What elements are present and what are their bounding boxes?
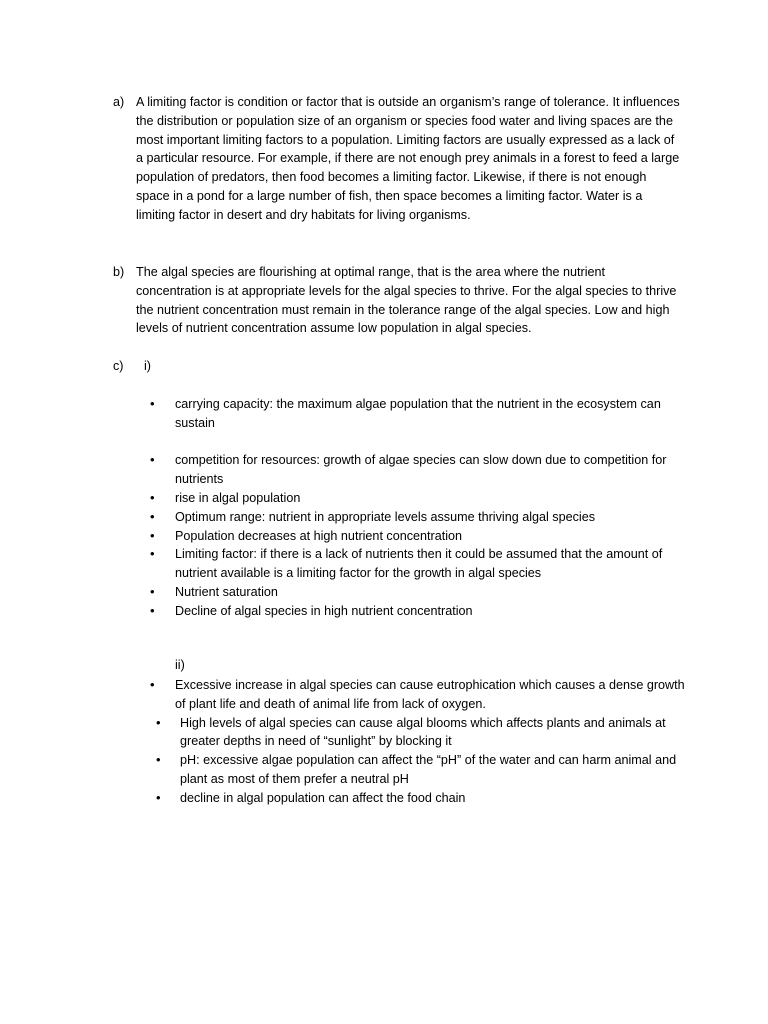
list-item bbox=[150, 527, 685, 546]
answer-a-text: A limiting factor is condition or factor that is outside an organism’s range of tolerance. It influences the distribution or population size of an organism or species food water and living spaces are the most important limiting factors to a population. Limiting factors are usually expressed as a lack of a particular resource. For example, if there are not enough prey animals in a forest to feed a large population of predators, then food becomes a limiting factor. Likewise, if there is not enough space in a pond for a large number of fish, then space becomes a limiting factor. Water is a limiting factor in desert and dry habitats for living organisms. bbox=[136, 95, 680, 222]
list-item-text: Optimum range: nutrient in appropriate levels assume thriving algal species bbox=[175, 509, 596, 524]
bullet-icon: • bbox=[150, 452, 155, 468]
bullet-list-ii bbox=[150, 676, 685, 808]
list-item-text: High levels of algal species can cause algal blooms which affects plants and animals at greater depths in need of “sunlight” by blocking it bbox=[180, 715, 666, 749]
bullet-icon: • bbox=[150, 546, 155, 562]
bullet-icon: • bbox=[150, 583, 155, 599]
answer-c-sub-ii-label: ii) bbox=[175, 658, 185, 672]
list-item-text: carrying capacity: the maximum algae population that the nutrient in the ecosystem can sustain bbox=[175, 397, 661, 430]
answer-c bbox=[113, 357, 683, 376]
list-item-text: Population decreases at high nutrient concentration bbox=[175, 528, 463, 543]
list-item-text: Excessive increase in algal species can cause eutrophication which causes a dense growth of plant life and death of animal life from lack of oxygen. bbox=[175, 678, 685, 711]
bullet-list-i bbox=[150, 395, 685, 621]
bullet-icon: • bbox=[150, 602, 155, 618]
bullet-icon: • bbox=[156, 752, 161, 768]
bullet-icon: • bbox=[150, 396, 155, 411]
list-item-text: competition for resources: growth of algae species can slow down due to competition for nutrients bbox=[175, 453, 667, 487]
bullet-icon: • bbox=[156, 714, 161, 730]
bullet-icon: • bbox=[150, 508, 155, 524]
bullet-icon: • bbox=[150, 527, 155, 543]
answer-b-label: b) bbox=[113, 265, 125, 279]
list-item-text: Decline of algal species in high nutrient concentration bbox=[175, 603, 473, 618]
list-item-text: Limiting factor: if there is a lack of nutrients then it could be assumed that the amount of nutrient available is a limiting factor for the growth in algal species bbox=[175, 547, 663, 581]
list-item bbox=[150, 451, 685, 489]
list-item bbox=[150, 676, 685, 714]
list-item bbox=[150, 789, 685, 808]
list-item bbox=[150, 583, 685, 602]
answer-b bbox=[113, 263, 683, 338]
list-item bbox=[150, 751, 685, 789]
list-item bbox=[150, 714, 685, 752]
list-item bbox=[150, 508, 685, 527]
answer-b-text: The algal species are flourishing at optimal range, that is the area where the nutrient concentration is at appropriate levels for the algal species to thrive. For the algal species to thrive the nutrient concentration must remain in the tolerance range of the algal species. Low and high levels of nutrient concentration assume low population in algal species. bbox=[136, 265, 677, 336]
list-item bbox=[150, 545, 685, 583]
list-item bbox=[150, 395, 685, 433]
bullet-icon: • bbox=[150, 489, 155, 505]
list-item bbox=[150, 602, 685, 621]
list-item-text: pH: excessive algae population can affect the “pH” of the water and can harm animal and plant as most of them prefer a neutral pH bbox=[180, 753, 677, 786]
answer-c-label: c) bbox=[113, 359, 124, 373]
bullet-icon: • bbox=[150, 677, 155, 692]
list-item-text: Nutrient saturation bbox=[175, 584, 278, 599]
list-item-text: rise in algal population bbox=[175, 490, 301, 505]
answer-a bbox=[113, 93, 683, 225]
bullet-icon: • bbox=[156, 789, 161, 805]
list-item bbox=[150, 489, 685, 508]
list-item-text: decline in algal population can affect the food chain bbox=[180, 790, 466, 805]
answer-a-label: a) bbox=[113, 95, 125, 109]
answer-c-sub-i-label: i) bbox=[144, 359, 151, 373]
